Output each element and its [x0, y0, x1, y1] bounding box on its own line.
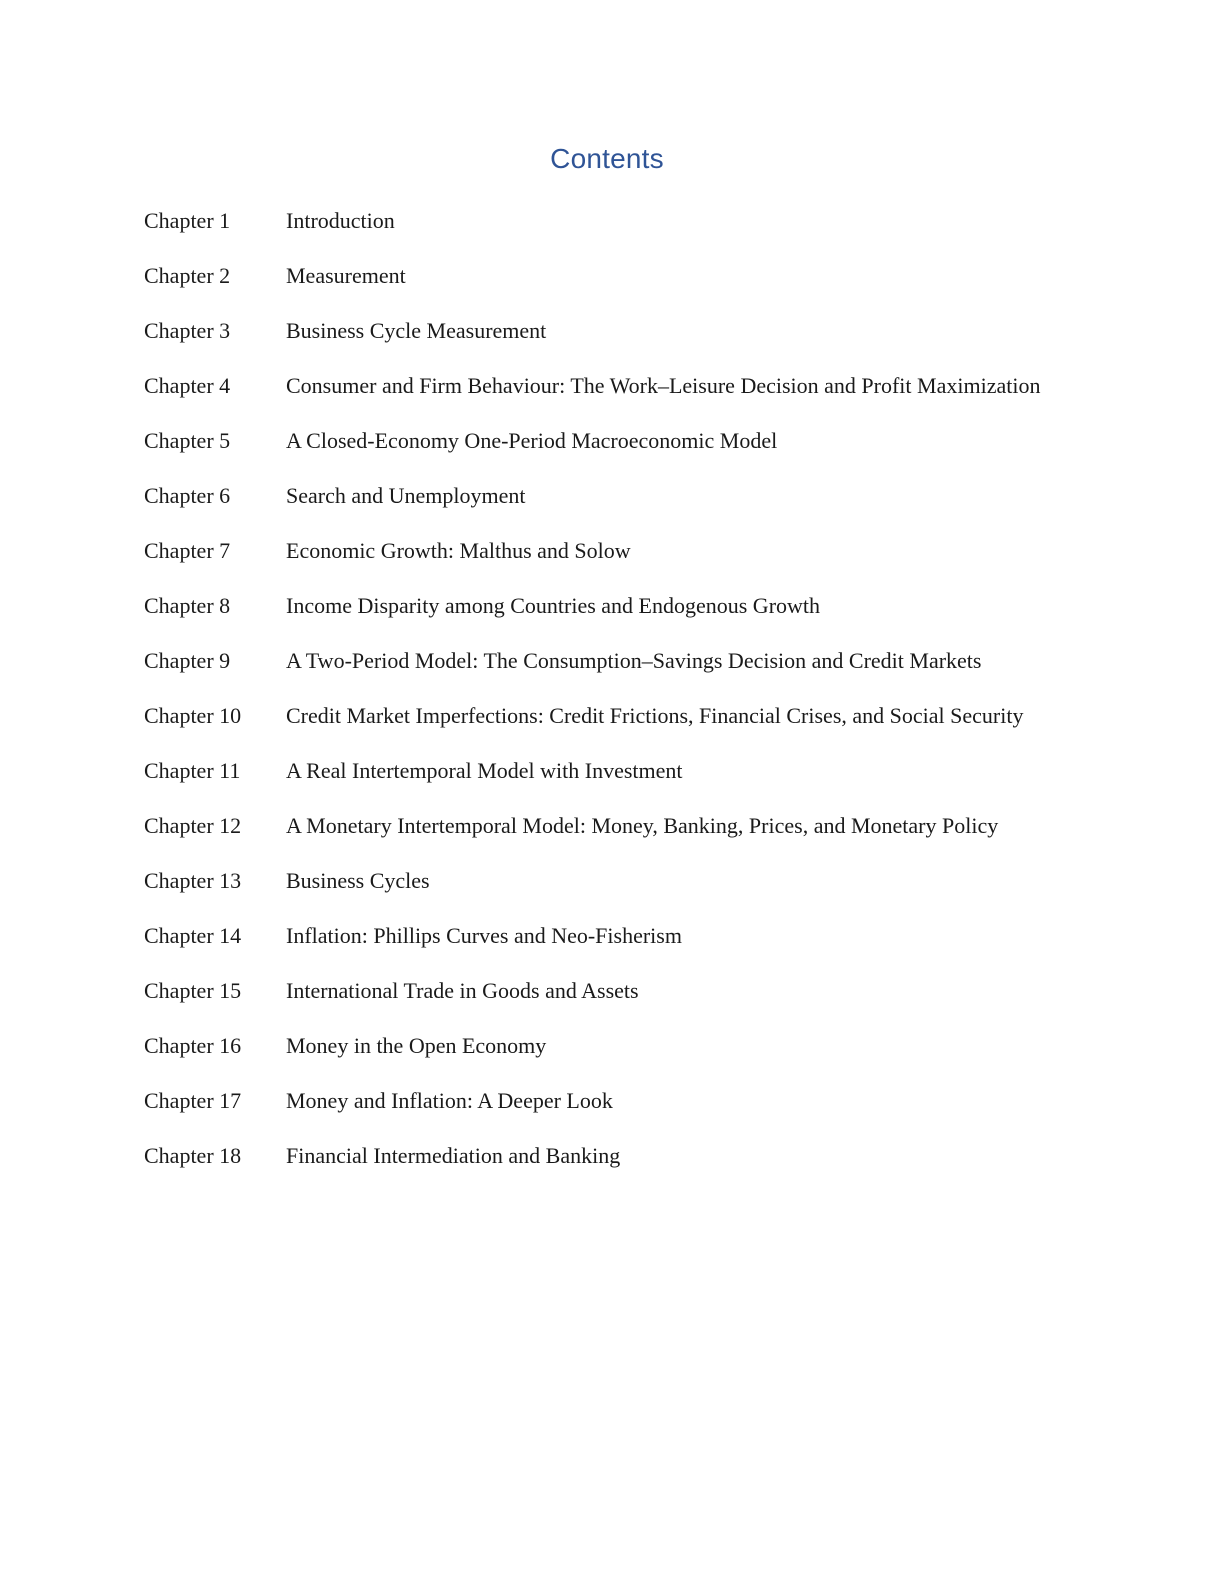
chapter-number: Chapter 2: [144, 263, 231, 288]
chapter-number: Chapter 1: [144, 208, 231, 233]
toc-entry-chapter-13[interactable]: [144, 867, 1074, 894]
chapter-title: Money and Inflation: A Deeper Look: [286, 1088, 613, 1113]
chapter-title: Financial Intermediation and Banking: [286, 1143, 621, 1168]
chapter-number: Chapter 6: [144, 483, 231, 508]
chapter-number: Chapter 15: [144, 978, 242, 1003]
chapter-number: Chapter 7: [144, 538, 231, 563]
chapter-number: Chapter 9: [144, 648, 231, 673]
table-of-contents: [144, 207, 1074, 1197]
chapter-number: Chapter 12: [144, 813, 242, 838]
chapter-number: Chapter 4: [144, 373, 231, 398]
toc-entry-chapter-5[interactable]: [144, 427, 1074, 454]
toc-entry-chapter-7[interactable]: [144, 537, 1074, 564]
chapter-title: Consumer and Firm Behaviour: The Work–Leisure Decision and Profit Maximization: [286, 373, 1041, 398]
chapter-number: Chapter 3: [144, 318, 231, 343]
chapter-number: Chapter 16: [144, 1033, 242, 1058]
chapter-title: A Two-Period Model: The Consumption–Savings Decision and Credit Markets: [286, 648, 982, 673]
toc-entry-chapter-8[interactable]: [144, 592, 1074, 619]
toc-entry-chapter-12[interactable]: [144, 812, 1074, 839]
toc-entry-chapter-9[interactable]: [144, 647, 1074, 674]
toc-entry-chapter-6[interactable]: [144, 482, 1074, 509]
toc-entry-chapter-14[interactable]: [144, 922, 1074, 949]
chapter-number: Chapter 13: [144, 868, 242, 893]
chapter-title: Search and Unemployment: [286, 483, 526, 508]
toc-entry-chapter-1[interactable]: [144, 207, 1074, 234]
chapter-number: Chapter 14: [144, 923, 242, 948]
chapter-title: Business Cycle Measurement: [286, 318, 547, 343]
chapter-number: Chapter 11: [144, 758, 241, 783]
toc-entry-chapter-10[interactable]: [144, 702, 1074, 729]
chapter-title: Credit Market Imperfections: Credit Frictions, Financial Crises, and Social Security: [286, 703, 1024, 728]
chapter-title: Introduction: [286, 208, 395, 233]
chapter-title: Money in the Open Economy: [286, 1033, 547, 1058]
toc-entry-chapter-3[interactable]: [144, 317, 1074, 344]
chapter-title: A Monetary Intertemporal Model: Money, Banking, Prices, and Monetary Policy: [286, 813, 999, 838]
chapter-number: Chapter 8: [144, 593, 231, 618]
toc-entry-chapter-16[interactable]: [144, 1032, 1074, 1059]
toc-entry-chapter-4[interactable]: [144, 372, 1074, 399]
chapter-number: Chapter 5: [144, 428, 231, 453]
toc-entry-chapter-2[interactable]: [144, 262, 1074, 289]
chapter-title: Income Disparity among Countries and Endogenous Growth: [286, 593, 821, 618]
toc-entry-chapter-11[interactable]: [144, 757, 1074, 784]
chapter-title: A Real Intertemporal Model with Investment: [286, 758, 683, 783]
chapter-number: Chapter 10: [144, 703, 242, 728]
chapter-title: Measurement: [286, 263, 406, 288]
toc-entry-chapter-17[interactable]: [144, 1087, 1074, 1114]
chapter-title: Inflation: Phillips Curves and Neo-Fisherism: [286, 923, 682, 948]
chapter-title: International Trade in Goods and Assets: [286, 978, 639, 1003]
chapter-title: Business Cycles: [286, 868, 430, 893]
toc-entry-chapter-15[interactable]: [144, 977, 1074, 1004]
chapter-number: Chapter 17: [144, 1088, 242, 1113]
page-title: Contents: [550, 143, 664, 174]
toc-entry-chapter-18[interactable]: [144, 1142, 1074, 1169]
chapter-title: Economic Growth: Malthus and Solow: [286, 538, 631, 563]
chapter-number: Chapter 18: [144, 1143, 242, 1168]
chapter-title: A Closed-Economy One-Period Macroeconomic Model: [286, 428, 778, 453]
